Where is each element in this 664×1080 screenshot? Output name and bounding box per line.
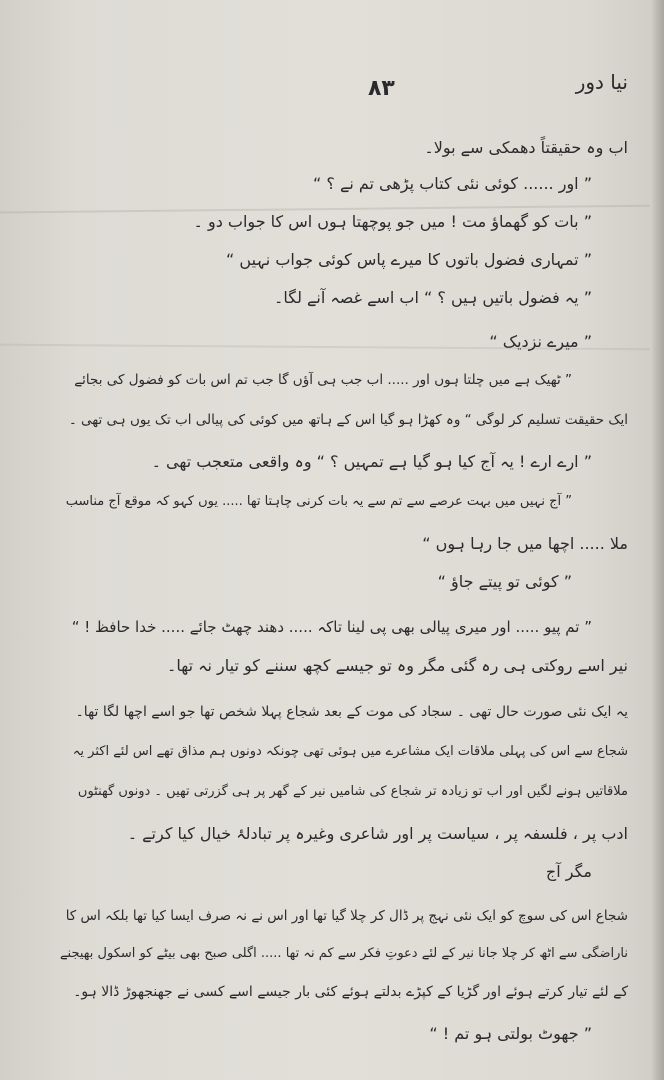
text-line: ” جھوٹ بولتی ہو تم ! “ bbox=[429, 1024, 592, 1043]
text-line: شجاع سے اس کی پہلی ملاقات ایک مشاعرے میں ہوئی تھی چونکہ دونوں ہم مذاق تھے اس لئے اکثر یہ bbox=[72, 744, 628, 759]
text-line: ” تم پیو ..... اور میری پیالی بھی پی لینا تاکہ ..... دھند چھٹ جائے ..... خدا حافظ ! “ bbox=[71, 618, 592, 636]
text-line: ملاقاتیں ہونے لگیں اور اب تو زیادہ تر شجاع کی شامیں نیر کے گھر پر ہی گزرتی تھیں ۔ دونوں گھنٹوں bbox=[77, 784, 628, 799]
text-line: ناراضگی سے اٹھ کر چلا جانا نیر کے لئے دعوتِ فکر سے کم نہ تھا ..... اگلی صبح بھی بیٹے کو اسکول بھیجنے bbox=[59, 946, 628, 961]
text-line: ” ٹھیک ہے میں چلتا ہوں اور ..... اب جب ہی آؤں گا جب تم اس بات کو فضول کی بجائے bbox=[74, 372, 572, 388]
text-line: ” تمہاری فضول باتوں کا میرے پاس کوئی جواب نہیں “ bbox=[226, 250, 592, 269]
text-line: ” میرے نزدیک “ bbox=[489, 332, 592, 351]
text-line: نیر اسے روکتی ہی رہ گئی مگر وہ تو جیسے کچھ سننے کو تیار نہ تھا۔ bbox=[166, 656, 628, 675]
text-line: ” ارے ارے ! یہ آج کیا ہو گیا ہے تمہیں ؟ “ وہ واقعی متعجب تھی ۔ bbox=[151, 452, 592, 471]
text-line: ” یہ فضول باتیں ہیں ؟ “ اب اسے غصہ آنے لگا۔ bbox=[273, 288, 592, 307]
book-spine-edge bbox=[650, 0, 664, 1080]
text-line: ” بات کو گھماؤ مت ! میں جو پوچھتا ہوں اس کا جواب دو ۔ bbox=[193, 212, 592, 231]
text-line: ” آج نہیں میں بہت عرصے سے تم سے یہ بات کرنی چاہتا تھا ..... یوں کہو کہ موقع آج مناسب bbox=[65, 494, 572, 509]
text-line: ملا ..... اچھا میں جا رہا ہوں “ bbox=[422, 534, 628, 553]
text-line: اب وہ حقیقتاً دھمکی سے بولا۔ bbox=[424, 138, 628, 157]
text-line: ” کوئی تو پیتے جاؤ “ bbox=[437, 572, 572, 591]
text-line: شجاع اس کی سوچ کو ایک نئی نہج پر ڈال کر چلا گیا تھا اور اس نے نہ صرف ایسا کیا تھا بلکہ اس کا bbox=[65, 908, 628, 924]
running-head-journal-name: نیا دور bbox=[575, 70, 628, 94]
text-line: مگر آج bbox=[545, 862, 592, 881]
text-line: ” اور ...... کوئی نئی کتاب پڑھی تم نے ؟ “ bbox=[313, 174, 592, 193]
text-line: ادب پر ، فلسفہ پر ، سیاست پر اور شاعری وغیرہ پر تبادلۂ خیال کیا کرتے ۔ bbox=[127, 824, 628, 843]
page-header bbox=[0, 70, 664, 110]
page-number: ۸۳ bbox=[368, 76, 395, 101]
text-line: کے لئے تیار کرتے ہوئے اور گڑیا کے کپڑے بدلتے ہوئے کئی بار جیسے اسے کسی نے جھنجھوڑ ڈالا ہو۔ bbox=[73, 984, 628, 1000]
text-line: یہ ایک نئی صورت حال تھی ۔ سجاد کی موت کے بعد شجاع پہلا شخص تھا جو اسے اچھا لگا تھا۔ bbox=[75, 704, 628, 720]
text-line: ایک حقیقت تسلیم کر لوگی “ وہ کھڑا ہو گیا اس کے ہاتھ میں کوئی کی پیالی اب تک یوں ہی تھی ۔ bbox=[68, 412, 628, 428]
